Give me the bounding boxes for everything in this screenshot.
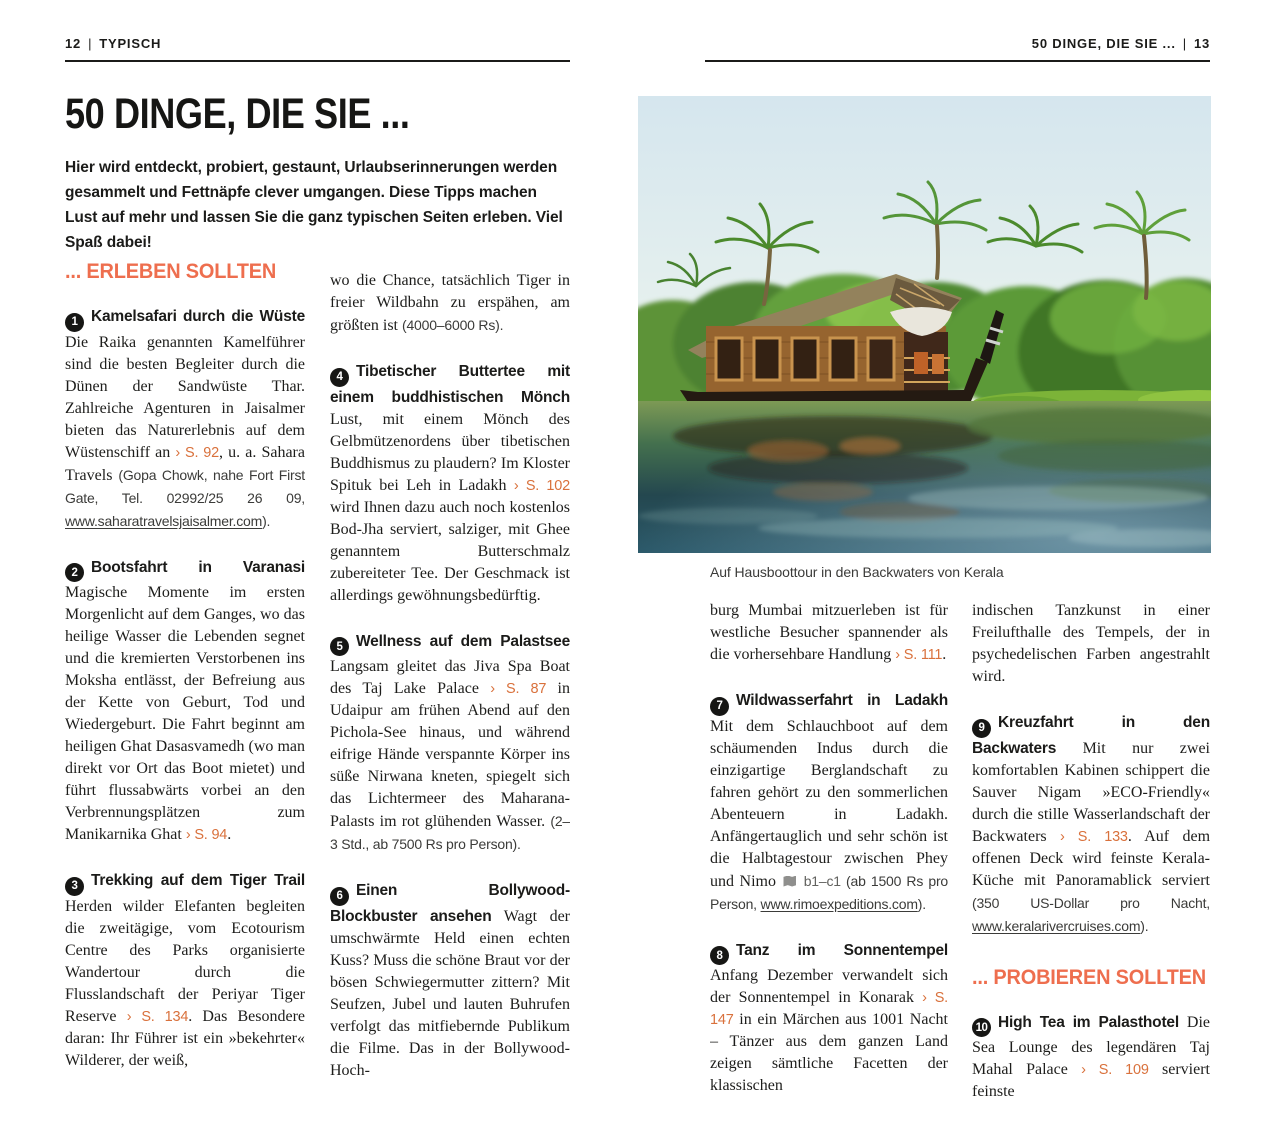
- right-page-columns: [710, 600, 1210, 1122]
- right-column-1: [710, 600, 948, 1122]
- text-segment: Die Raika genannten Kamelführer sind die besten Begleiter durch die Dünen der Sandwüste Thar. Zahlreiche Agenturen in Jaisalmer bieten das Naturerlebnis auf dem Wüstenschiff an: [65, 333, 305, 461]
- text-segment: ).: [1140, 917, 1149, 934]
- item-title: Kreuzfahrt in den Backwaters: [972, 714, 1210, 757]
- item-title: Wildwasserfahrt in Ladakh: [736, 692, 948, 709]
- item-body: [330, 658, 570, 853]
- text-segment: › S. 102: [513, 477, 570, 494]
- item-body: [65, 898, 305, 1069]
- left-page-header: [65, 36, 570, 62]
- link-rimoexpeditions[interactable]: www.rimoexpeditions.com: [760, 895, 918, 912]
- link-saharatravels[interactable]: www.saharatravelsjaisalmer.com: [65, 512, 263, 529]
- water: [638, 401, 1211, 553]
- item-title: Bootsfahrt in Varanasi: [91, 558, 305, 576]
- text-segment: › S. 87: [490, 681, 547, 697]
- text-segment: › S. 94: [185, 827, 228, 843]
- text-segment: indischen Tanzkunst in einer Freilufthalle des Tempels, der in psychedelischen Farben angestrahlt wird.: [972, 602, 1210, 685]
- item-body: [972, 602, 1210, 685]
- text-segment: › S. 147: [710, 990, 948, 1028]
- text-segment: Mit nur zwei komfortablen Kabinen schippert die Sauver Nigam »ECO-Friendly« durch die stille Wasserlandschaft der Backwaters: [972, 739, 1210, 845]
- list-item-6: [330, 880, 570, 1082]
- item-title: Trekking auf dem Tiger Trail: [91, 872, 305, 889]
- list-item-3: [65, 870, 305, 1072]
- item-title: Kamelsafari durch die Wüste: [91, 308, 305, 325]
- item-number-badge: 2: [65, 563, 84, 582]
- item-title: Wellness auf dem Palastsee: [356, 632, 570, 650]
- text-segment: Anfang Dezember verwandelt sich der Sonnentempel in Konarak: [710, 967, 948, 1006]
- item-body: [65, 584, 305, 843]
- text-segment: › S. 109: [1081, 1062, 1149, 1078]
- text-segment: . Auf dem offenen Deck wird feinste Kerala-Küche mit Panoramablick serviert: [972, 827, 1210, 889]
- right-page-section-label: 50 DINGE, DIE SIE ...: [1031, 36, 1176, 51]
- section-heading-erleben: ... ERLEBEN SOLLTEN: [65, 260, 277, 283]
- houseboat-photo: [638, 96, 1211, 553]
- item-title: High Tea im Palasthotel: [998, 1013, 1179, 1031]
- left-column-2: [330, 260, 570, 1122]
- left-column-1: [65, 260, 305, 1122]
- text-segment: . Das Besondere daran: Ihr Führer ist ein »bekehrter« Wilderer, der weiß,: [65, 1007, 305, 1069]
- item-number-badge: 5: [330, 637, 349, 656]
- item-number-badge: 4: [330, 368, 349, 387]
- text-segment: b1–c1: [798, 872, 847, 889]
- list-item-1: [65, 306, 305, 533]
- item-body: [972, 740, 1210, 935]
- text-segment: Wagt der umschwärmte Held einen echten Kuss? Muss die schöne Braut vor der bösen Schwiegermutter zittern? Mit Seufzen, Jubel und lauten Buhrufen verfolgt das mitfiebernde Publikum die Filme. Das in der Bollywood-Hoch-: [330, 907, 570, 1079]
- list-item-2: [65, 557, 305, 847]
- map-icon: [783, 876, 796, 887]
- item-body: [330, 908, 570, 1079]
- item-title: Tanz im Sonnentempel: [736, 941, 948, 959]
- text-segment: Langsam gleitet das Jiva Spa Boat des Taj Lake Palace: [330, 658, 570, 697]
- item-body: [710, 967, 948, 1094]
- text-segment: (Gopa Chowk, nahe Fort First Gate, Tel. 02992/25 26 09,: [65, 466, 305, 506]
- text-segment: (ab 1500 Rs pro Person,: [710, 872, 948, 912]
- list-item-4: [330, 361, 570, 607]
- item-body: [710, 602, 948, 663]
- list-item-10: [972, 1012, 1210, 1104]
- text-segment: Mit dem Schlauchboot auf dem schäumenden Indus durch die einzigartige Berglandschaft zu fahren gehört zu den sommerlichen Abenteuern in Ladakh. Anfängertauglich und sehr schön ist die Halbtagestour zwischen Phey und Nimo: [710, 717, 948, 890]
- text-segment: serviert feinste: [972, 1061, 1210, 1100]
- item-number-badge: 9: [972, 719, 991, 738]
- text-segment: (350 US-Dollar pro Nacht,: [972, 894, 1210, 911]
- list-item-8: [710, 940, 948, 1098]
- right-page-number: 13: [1193, 36, 1210, 51]
- text-segment: (2–3 Std., ab 7500 Rs pro Person).: [330, 813, 570, 852]
- left-page-section-label: TYPISCH: [99, 36, 162, 51]
- item-number-badge: 3: [65, 877, 84, 896]
- item-body: [710, 718, 948, 913]
- text-segment: , u. a. Sahara Travels: [65, 443, 305, 484]
- text-segment: burg Mumbai mitzuerleben ist für westliche Besucher spannender als die vorhersehbare Handlung: [710, 602, 948, 663]
- text-segment: › S. 92: [175, 444, 219, 461]
- item-number-badge: 7: [710, 697, 729, 716]
- right-column-2: [972, 600, 1210, 1122]
- text-segment: › S. 111: [895, 647, 943, 663]
- text-segment: Lust, mit einem Mönch des Gelbmützenordens über tibetischen Buddhismus zu plaudern? Im Kloster Spituk bei Leh in Ladakh: [330, 410, 570, 494]
- item-number-badge: 10: [972, 1018, 991, 1037]
- item-number-badge: 1: [65, 313, 84, 332]
- text-segment: Magische Momente im ersten Morgenlicht auf dem Ganges, wo das heilige Wasser die Lebenden segnet und die kremierten Verstorbenen ins Moksha entlässt, der Befreiung aus der Kette von Geburt, Tod und Wiedergeburt. Die Fahrt beginnt am heiligen Ghat Dasasvamedh (wo man direkt vor Ort das Boot mietet) und führt flussabwärts vorbei an den Verbrennungsplätzen zum Manikarnika Ghat: [65, 584, 305, 843]
- page-title: 50 DINGE, DIE SIE ...: [65, 90, 410, 138]
- link-keralarivercruises[interactable]: www.keralarivercruises.com: [972, 917, 1141, 934]
- item-title: Einen Bollywood-Blockbuster ansehen: [330, 882, 570, 925]
- text-segment: .: [942, 646, 947, 663]
- left-page-columns: [65, 260, 570, 1122]
- text-segment: .: [227, 826, 232, 843]
- item-body: [330, 411, 570, 604]
- text-segment: ).: [917, 895, 926, 912]
- text-segment: › S. 134: [126, 1008, 189, 1025]
- item-title: Tibetischer Buttertee mit einem buddhistischen Mönch: [330, 363, 570, 406]
- text-segment: in Udaipur am frühen Abend auf den Pichola-See hinaus, und während eifrige Hände verspannte Körper ins süße Nirwana kneten, spiegelt sich das Lichtermeer des Maharana-Palasts im rot glühenden Wasser.: [330, 680, 570, 830]
- list-item-5: [330, 631, 570, 857]
- text-segment: wo die Chance, tatsächlich Tiger in freier Wildbahn zu erspähen, am größten ist: [330, 272, 570, 334]
- text-segment: wird Ihnen dazu auch noch kostenlos Bod-Jha serviert, salziger, mit Ghee genanntem Butterschmalz zubereiteter Tee. Der Geschmack ist allerdings gewöhnungsbedürftig.: [330, 498, 570, 604]
- continuation-paragraph: [330, 270, 570, 337]
- left-page-number: 12: [65, 36, 82, 51]
- text-segment: › S. 133: [1059, 828, 1128, 845]
- continuation-paragraph: [710, 600, 948, 666]
- text-segment: ).: [262, 512, 271, 529]
- list-item-7: [710, 690, 948, 916]
- section-heading-probieren: ... PROBIEREN SOLLTEN: [972, 965, 1206, 989]
- item-number-badge: 6: [330, 887, 349, 906]
- continuation-paragraph: [972, 600, 1210, 688]
- text-segment: (4000–6000 Rs).: [402, 317, 504, 333]
- item-number-badge: 8: [710, 946, 729, 965]
- right-page-header: [705, 36, 1210, 62]
- header-divider: |: [1182, 36, 1187, 51]
- text-segment: Die Sea Lounge des legendären Taj Mahal Palace: [972, 1013, 1210, 1078]
- photo-caption: Auf Hausboottour in den Backwaters von Kerala: [710, 564, 1004, 580]
- item-body: [330, 272, 570, 334]
- item-body: [65, 334, 305, 530]
- list-item-9: [972, 712, 1210, 938]
- header-divider: |: [88, 36, 93, 51]
- text-segment: Herden wilder Elefanten begleiten die zweitägige, vom Ecotourism Centre des Parks organisierte Wandertour durch die Flusslandschaft der Periyar Tiger Reserve: [65, 897, 305, 1025]
- text-segment: in ein Märchen aus 1001 Nacht – Tänzer aus dem ganzen Land zeigen sämtliche Facetten der klassischen: [710, 1011, 948, 1094]
- intro-paragraph: Hier wird entdeckt, probiert, gestaunt, Urlaubserinnerungen werden gesammelt und Fettnäpfe clever umgangen. Diese Tipps machen Lust auf mehr und lassen Sie die ganz typischen Seiten erleben. Viel Spaß dabei!: [65, 159, 563, 251]
